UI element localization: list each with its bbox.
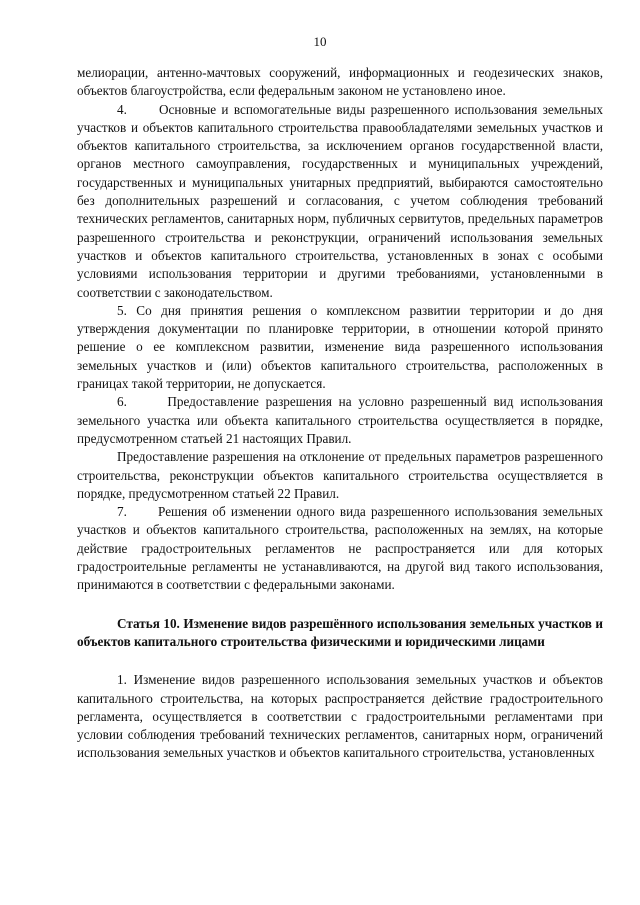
document-body [77, 64, 603, 763]
paragraph-item-6-continued: Предоставление разрешения на отклонение от предельных параметров разрешенного строительства, реконструкции объектов капитального строительства осуществляется в порядке, предусмотренном статьей 22 Правил. [77, 449, 603, 501]
article-10-title: Статья 10. Изменение видов разрешённого использования земельных участков и объектов капитального строительства физическими и юридическими лицами [77, 615, 603, 649]
page-number: 10 [313, 34, 327, 49]
paragraph-item-5: 5. Со дня принятия решения о комплексном развитии территории и до дня утверждения документации по планировке территории, в отношении которой принято решение о ее комплексном развитии, изменение вида разрешенного использования земельных участков и (или) объектов капитального строительства, расположенных в границах такой территории, не допускается. [77, 302, 603, 392]
article-10-paragraph-1: 1. Изменение видов разрешенного использования земельных участков и объектов капитального строительства, на которых распространяется действие градостроительного регламента, осуществляется в соответствии с градостроительными регламентами при условии соблюдения требований технических регламентов, санитарных норм, ограничений использования земельных участков и объектов капитального строительства, установленных [77, 672, 603, 761]
paragraph-continuation: мелиорации, антенно-мачтовых сооружений, информационных и геодезических знаков, объектов благоустройства, если федеральным законом не установлено иное. [77, 65, 603, 99]
paragraph-item-7: 7. Решения об изменении одного вида разрешенного использования земельных участков и объектов капитального строительства, расположенных на землях, на которые действие градостроительных регламентов не распространяется или для которых градостроительные регламенты не устанавливаются, на другой вид такого использования, принимаются в соответствии с федеральными законами. [77, 504, 603, 593]
paragraph-item-4: 4. Основные и вспомогательные виды разрешенного использования земельных участков и объектов капитального строительства правообладателями земельных участков и объектов капитального строительства, за исключением органов государственной власти, органов местного самоуправления, государственных и муниципальных учреждений, государственных и муниципальных унитарных предприятий, выбираются самостоятельно без дополнительных разрешений и согласования, с учетом соблюдения требований технических регламентов, санитарных норм, публичных сервитутов, предельных параметров разрешенного строительства и реконструкции, ограничений использования земельных участков и объектов капитального строительства, установленных в зонах с особыми условиями использования территории и другими требованиями, установленными в соответствии с законодательством. [77, 101, 603, 300]
paragraph-item-6: 6. Предоставление разрешения на условно разрешенный вид использования земельного участка или объекта капитального строительства осуществляется в порядке, предусмотренном статьей 21 настоящих Правил. [77, 394, 603, 446]
